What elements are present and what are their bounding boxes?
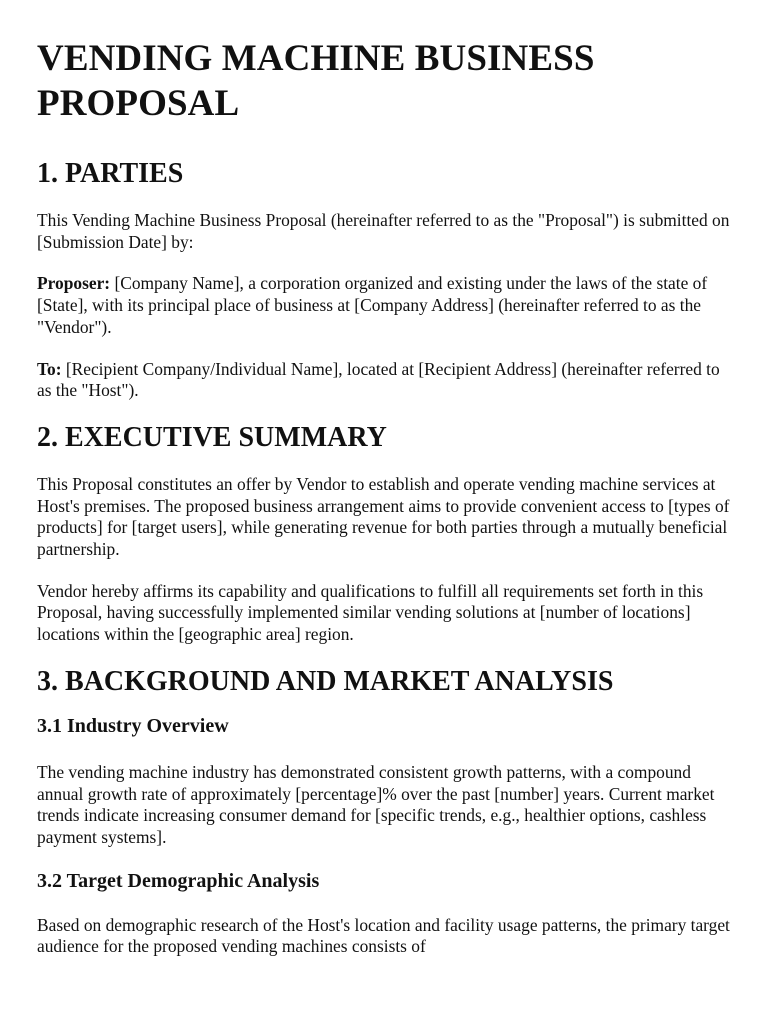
proposer-label: Proposer: bbox=[37, 273, 111, 294]
parties-intro: This Vending Machine Business Proposal (hereinafter referred to as the "Proposal") is submitted on [Submission Date] by: bbox=[37, 210, 730, 252]
document-title: VENDING MACHINE BUSINESS PROPOSAL bbox=[37, 38, 595, 124]
section-heading-parties: 1. PARTIES bbox=[37, 158, 184, 189]
target-demographic-paragraph: Based on demographic research of the Host's location and facility usage patterns, the primary target audience for the proposed vending machines consists of bbox=[37, 914, 730, 957]
subsection-heading-industry-overview: 3.1 Industry Overview bbox=[37, 714, 229, 737]
executive-summary-paragraph-2: Vendor hereby affirms its capability and qualifications to fulfill all requirements set forth in this Proposal, having successfully implemented similar vending solutions at [number of locations] locations within the [geographic area] region. bbox=[37, 580, 704, 645]
recipient-label: To: bbox=[37, 358, 62, 379]
industry-overview-paragraph: The vending machine industry has demonstrated consistent growth patterns, with a compound annual growth rate of approximately [percentage]% over the past [number] years. Current market trends indicate increasing consumer demand for [specific trends, e.g., healthier options, cashless payment systems]. bbox=[37, 761, 715, 847]
recipient-paragraph bbox=[37, 359, 734, 402]
executive-summary-paragraph-1: This Proposal constitutes an offer by Vendor to establish and operate vending machine services at Host's premises. The proposed business arrangement aims to provide convenient access to [types of products] for [target users], while generating revenue for both parties through a mutually beneficial partnership. bbox=[37, 473, 730, 560]
section-heading-executive-summary: 2. EXECUTIVE SUMMARY bbox=[37, 421, 387, 453]
section-heading-background: 3. BACKGROUND AND MARKET ANALYSIS bbox=[37, 665, 614, 697]
proposer-paragraph bbox=[37, 273, 734, 338]
proposer-text: [Company Name], a corporation organized and existing under the laws of the state of [State], with its principal place of business at [Company Address] (hereinafter referred to as the "Vendor"). bbox=[37, 273, 708, 337]
recipient-text: [Recipient Company/Individual Name], located at [Recipient Address] (hereinafter referred to as the "Host"). bbox=[37, 358, 720, 401]
subsection-heading-target-demographic: 3.2 Target Demographic Analysis bbox=[37, 869, 320, 892]
